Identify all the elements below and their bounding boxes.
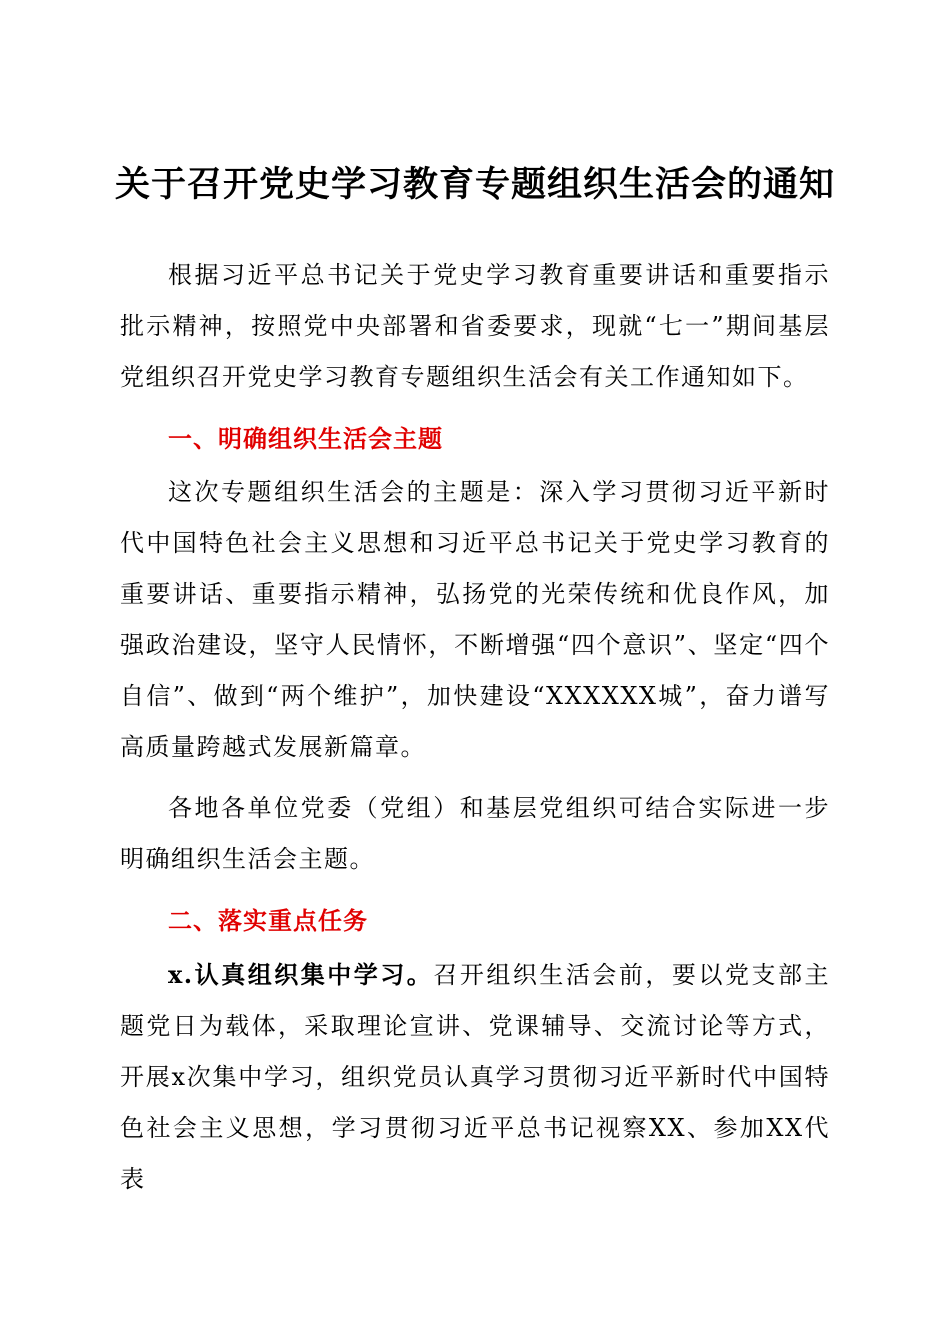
item-body-text: 召开组织生活会前，要以党支部主题党日为载体，采取理论宣讲、党课辅导、交流讨论等方式，开展x次集中学习，组织党员认真学习贯彻习近平新时代中国特色社会主义思想，学习贯彻习近平总书记视察XX、参加XX代表 [120,961,831,1193]
section-heading-2: 二、落实重点任务 [168,907,368,935]
section1-paragraph-1: 这次专题组织生活会的主题是：深入学习贯彻习近平新时代中国特色社会主义思想和习近平总书记关于党史学习教育的重要讲话、重要指示精神，弘扬党的光荣传统和优良作风，加强政治建设，坚守人民情怀，不断增强“四个意识”、坚定“四个自信”、做到“两个维护”，加快建设“XXXXXX城”，奋力谱写高质量跨越式发展新篇章。 [120,478,830,761]
item-lead-text: x.认真组织集中学习。 [168,960,434,989]
intro-paragraph: 根据习近平总书记关于党史学习教育重要讲话和重要指示批示精神，按照党中央部署和省委要求，现就“七一”期间基层党组织召开党史学习教育专题组织生活会有关工作通知如下。 [120,261,830,391]
section2-item-1 [120,949,830,1205]
section1-paragraph-2: 各地各单位党委（党组）和基层党组织可结合实际进一步明确组织生活会主题。 [120,794,830,873]
document-title: 关于召开党史学习教育专题组织生活会的通知 [114,165,835,205]
section-heading-1: 一、明确组织生活会主题 [168,425,443,453]
